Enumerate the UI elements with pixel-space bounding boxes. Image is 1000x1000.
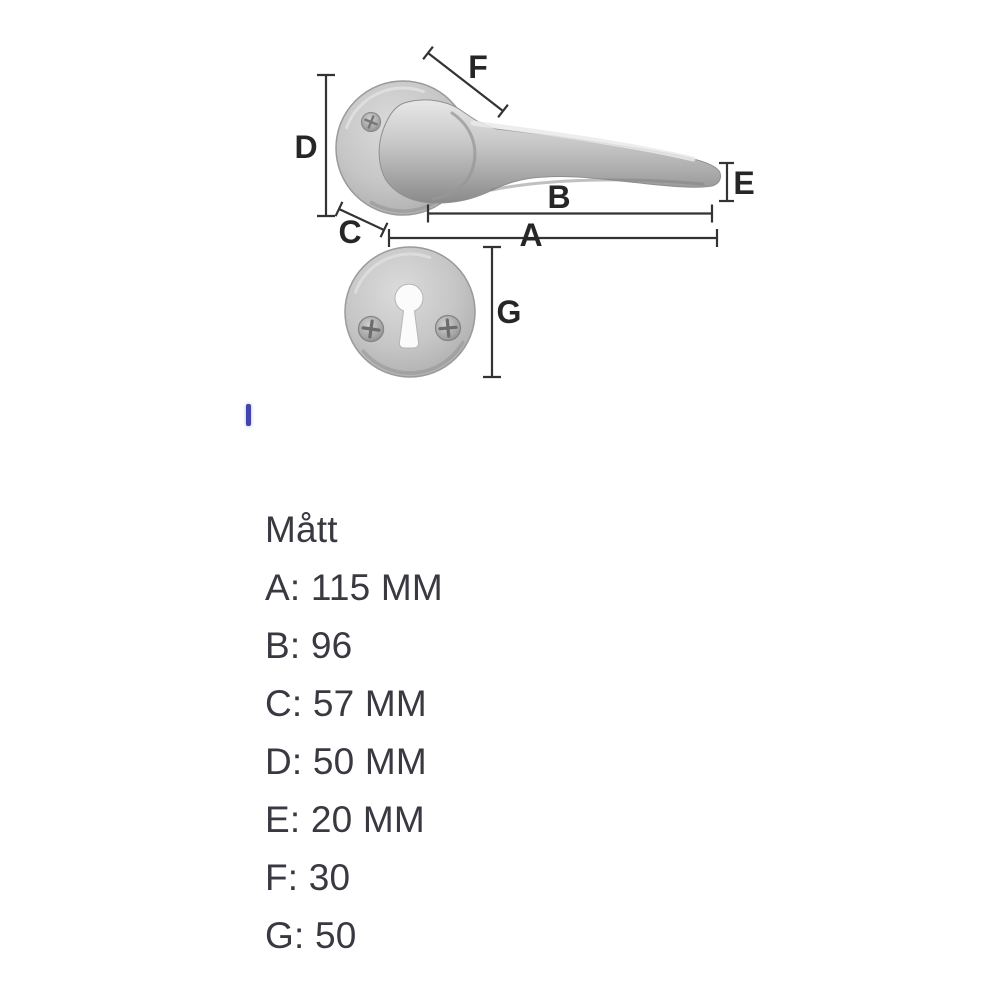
dimension-label-a: A: [519, 217, 543, 253]
dimension-label-g: G: [496, 294, 522, 330]
dimension-label-d: D: [294, 129, 318, 165]
door-handle-dimension-diagram: [0, 0, 1000, 470]
dimension-line-e: [719, 163, 734, 201]
keyhole-escutcheon: [345, 247, 475, 377]
dimension-line-a: [389, 229, 717, 247]
measurement-item-g: G: 50: [265, 915, 357, 956]
dimension-label-c: C: [338, 214, 362, 250]
measurement-item-f: F: 30: [265, 857, 351, 898]
measurements-title: Mått: [265, 509, 338, 550]
dimension-line-d: [317, 75, 335, 216]
measurement-item-b: B: 96: [265, 625, 353, 666]
dimension-label-b: B: [547, 179, 571, 215]
measurement-item-a: A: 115 MM: [265, 567, 443, 608]
dimension-label-f: F: [468, 49, 488, 85]
dimension-label-e: E: [733, 165, 755, 201]
measurement-item-e: E: 20 MM: [265, 799, 425, 840]
text-caret-mark: [246, 404, 251, 426]
measurements-list: [265, 501, 443, 965]
measurement-item-d: D: 50 MM: [265, 741, 427, 782]
measurement-item-c: C: 57 MM: [265, 683, 427, 724]
